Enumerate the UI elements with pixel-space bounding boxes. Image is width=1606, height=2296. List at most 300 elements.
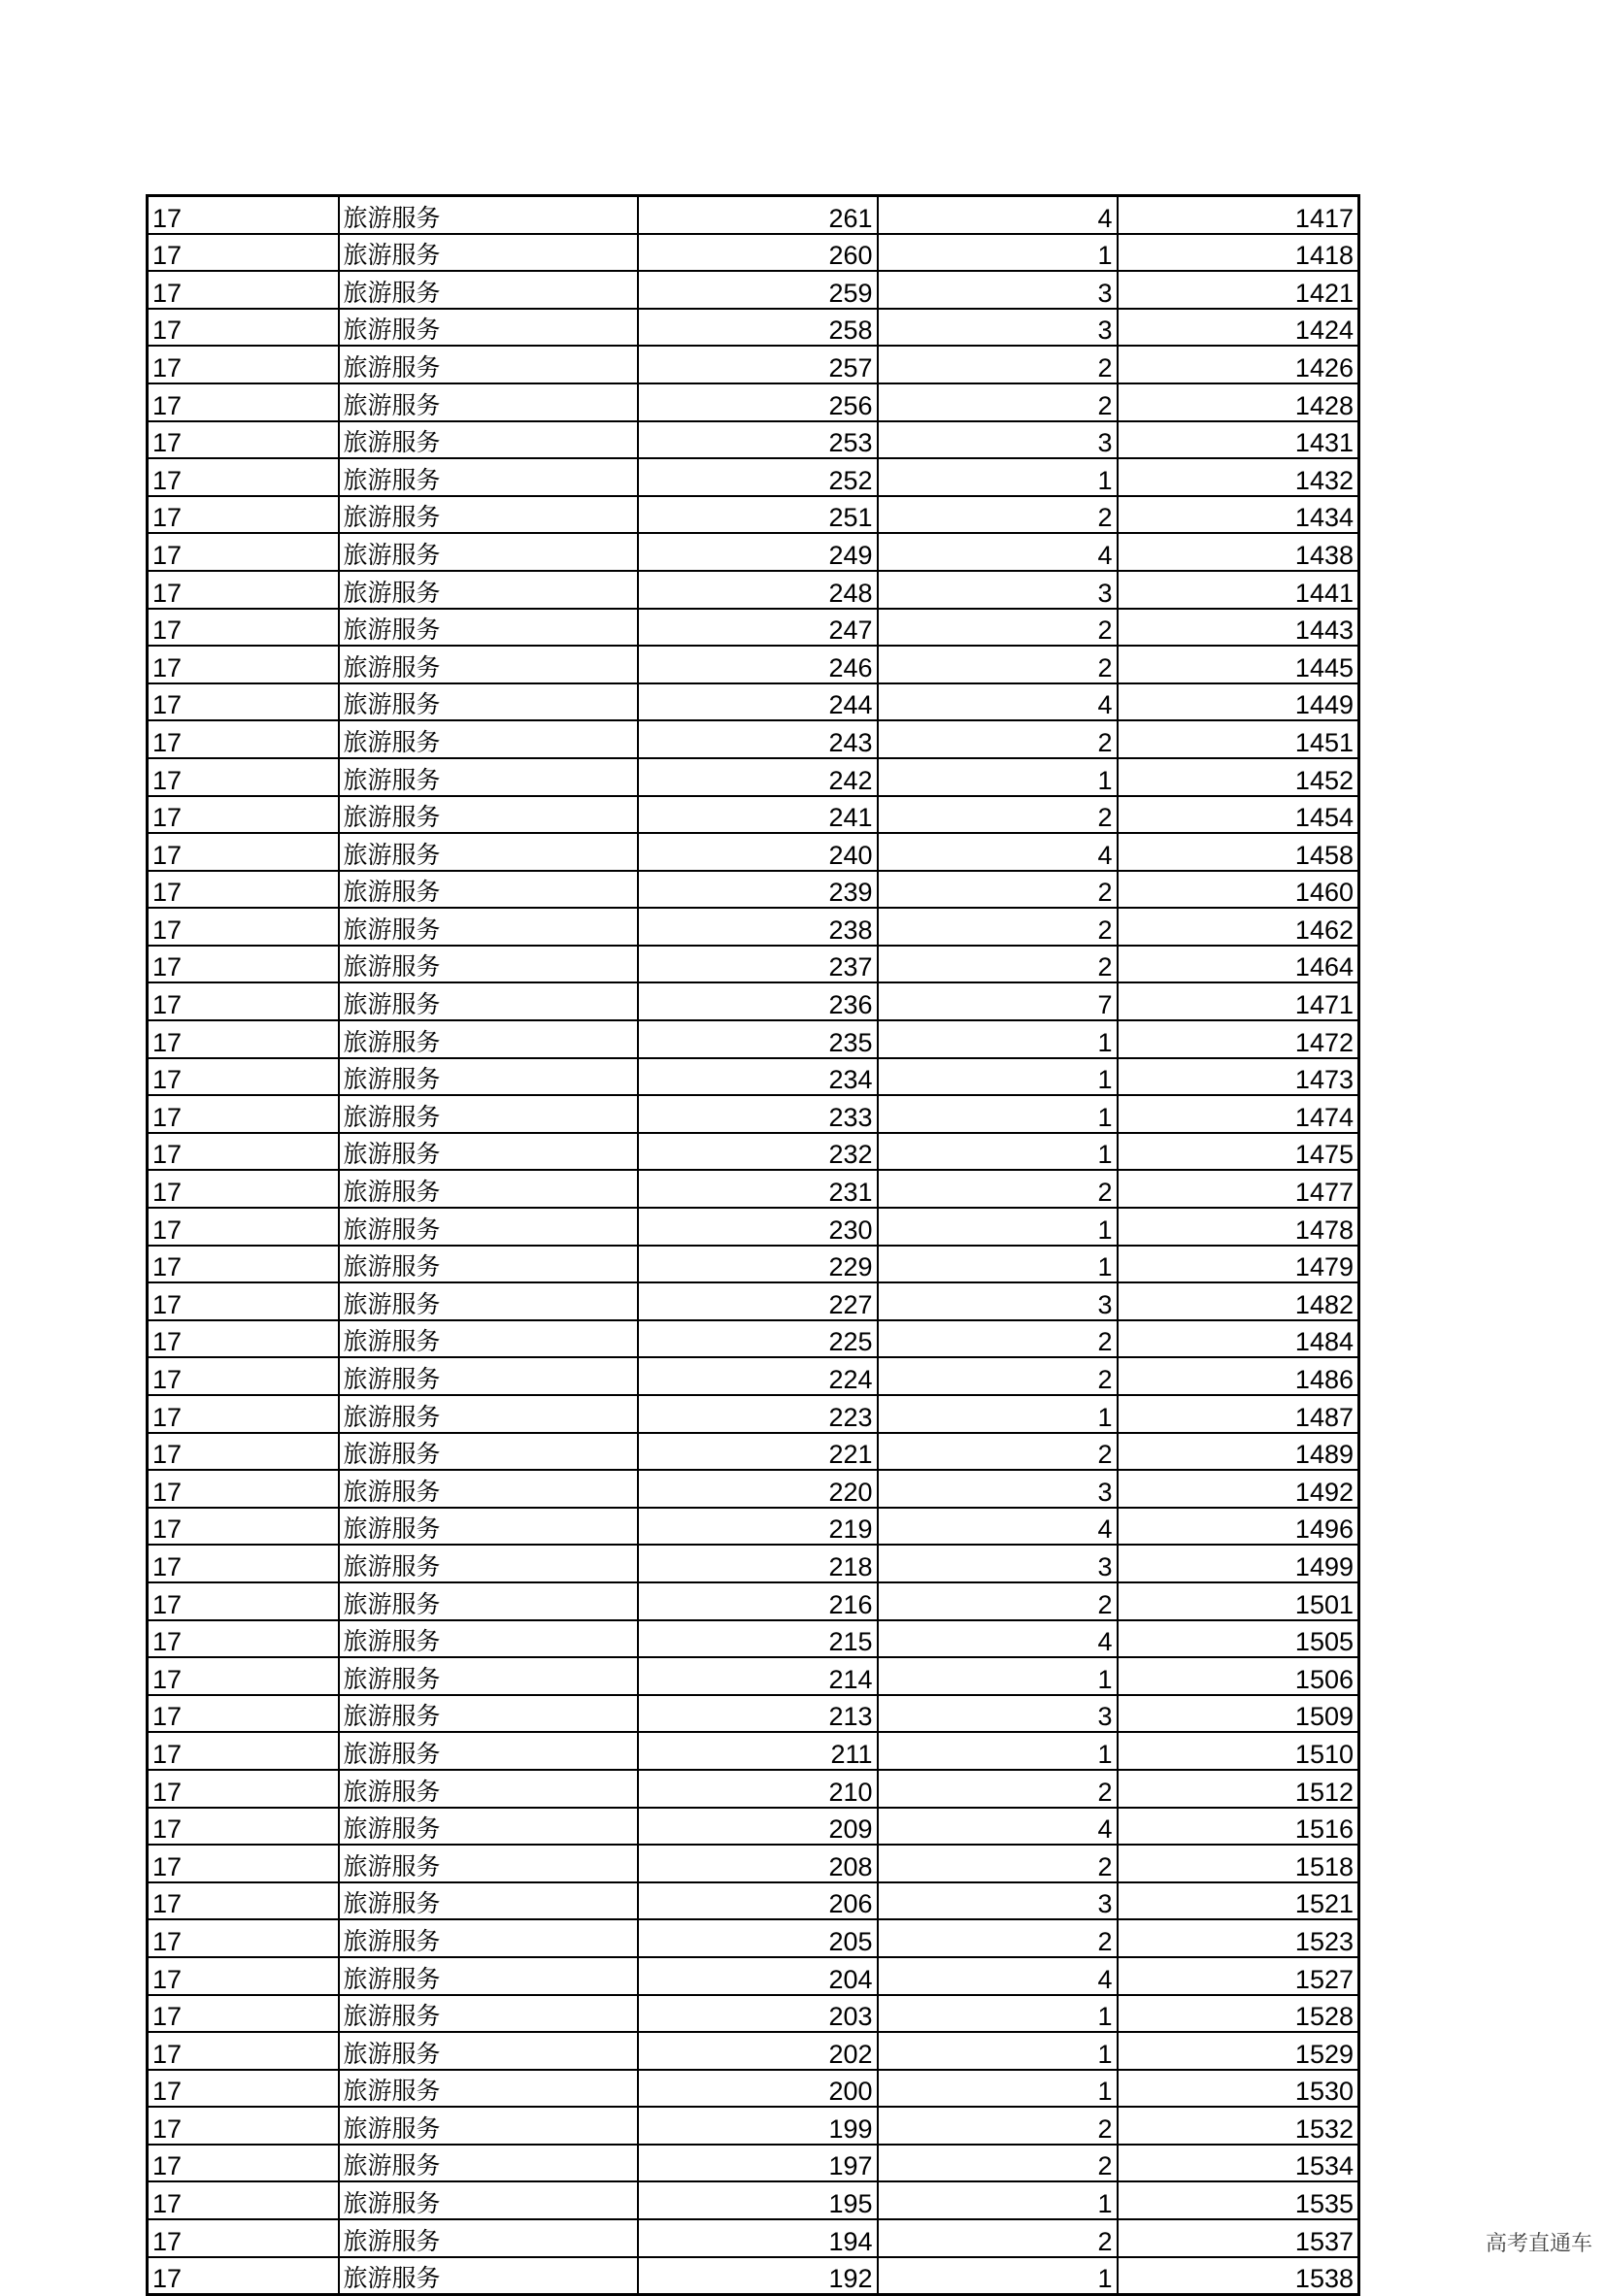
score-cell: 204 xyxy=(638,1957,878,1995)
score-cell: 241 xyxy=(638,796,878,834)
major-name-cell: 旅游服务 xyxy=(339,1620,638,1658)
count-cell: 1 xyxy=(878,1995,1118,2033)
cumulative-cell: 1489 xyxy=(1118,1433,1359,1471)
score-cell: 218 xyxy=(638,1545,878,1582)
major-name-cell: 旅游服务 xyxy=(339,720,638,758)
count-cell: 4 xyxy=(878,196,1118,234)
score-cell: 243 xyxy=(638,720,878,758)
cumulative-cell: 1487 xyxy=(1118,1395,1359,1433)
count-cell: 2 xyxy=(878,496,1118,534)
cumulative-cell: 1431 xyxy=(1118,421,1359,459)
table-row xyxy=(148,496,1359,534)
watermark-text: 高考直通车 xyxy=(1485,2232,1592,2256)
category-code-cell: 17 xyxy=(148,1508,339,1546)
cumulative-cell: 1534 xyxy=(1118,2145,1359,2182)
cumulative-cell: 1486 xyxy=(1118,1357,1359,1395)
table-row xyxy=(148,1919,1359,1957)
major-name-cell: 旅游服务 xyxy=(339,1582,638,1620)
category-code-cell: 17 xyxy=(148,1320,339,1358)
count-cell: 2 xyxy=(878,946,1118,983)
category-code-cell: 17 xyxy=(148,2032,339,2070)
table-row xyxy=(148,1208,1359,1246)
category-code-cell: 17 xyxy=(148,2219,339,2257)
cumulative-cell: 1529 xyxy=(1118,2032,1359,2070)
count-cell: 2 xyxy=(878,2219,1118,2257)
cumulative-cell: 1452 xyxy=(1118,758,1359,796)
score-cell: 233 xyxy=(638,1095,878,1133)
count-cell: 2 xyxy=(878,1770,1118,1808)
score-cell: 211 xyxy=(638,1732,878,1770)
category-code-cell: 17 xyxy=(148,1545,339,1582)
category-code-cell: 17 xyxy=(148,271,339,309)
score-cell: 209 xyxy=(638,1808,878,1846)
category-code-cell: 17 xyxy=(148,496,339,534)
major-name-cell: 旅游服务 xyxy=(339,458,638,496)
major-name-cell: 旅游服务 xyxy=(339,496,638,534)
count-cell: 2 xyxy=(878,1357,1118,1395)
table-row xyxy=(148,1620,1359,1658)
table-row xyxy=(148,1470,1359,1508)
count-cell: 2 xyxy=(878,1320,1118,1358)
cumulative-cell: 1499 xyxy=(1118,1545,1359,1582)
table-row xyxy=(148,571,1359,609)
category-code-cell: 17 xyxy=(148,309,339,347)
cumulative-cell: 1535 xyxy=(1118,2181,1359,2219)
table-row xyxy=(148,1582,1359,1620)
category-code-cell: 17 xyxy=(148,646,339,683)
table-row xyxy=(148,1058,1359,1096)
score-cell: 220 xyxy=(638,1470,878,1508)
score-cell: 202 xyxy=(638,2032,878,2070)
count-cell: 2 xyxy=(878,1170,1118,1208)
table-row xyxy=(148,1246,1359,1283)
table-row xyxy=(148,1845,1359,1882)
score-cell: 230 xyxy=(638,1208,878,1246)
count-cell: 3 xyxy=(878,1882,1118,1920)
major-name-cell: 旅游服务 xyxy=(339,1957,638,1995)
category-code-cell: 17 xyxy=(148,2107,339,2145)
cumulative-cell: 1460 xyxy=(1118,871,1359,909)
major-name-cell: 旅游服务 xyxy=(339,908,638,946)
table-row xyxy=(148,982,1359,1020)
score-cell: 237 xyxy=(638,946,878,983)
count-cell: 2 xyxy=(878,796,1118,834)
category-code-cell: 17 xyxy=(148,1470,339,1508)
count-cell: 2 xyxy=(878,720,1118,758)
score-cell: 216 xyxy=(638,1582,878,1620)
major-name-cell: 旅游服务 xyxy=(339,946,638,983)
major-name-cell: 旅游服务 xyxy=(339,571,638,609)
major-name-cell: 旅游服务 xyxy=(339,1732,638,1770)
major-name-cell: 旅游服务 xyxy=(339,1808,638,1846)
score-cell: 192 xyxy=(638,2257,878,2295)
score-cell: 248 xyxy=(638,571,878,609)
table-row xyxy=(148,234,1359,272)
score-cell: 242 xyxy=(638,758,878,796)
score-cell: 203 xyxy=(638,1995,878,2033)
score-cell: 257 xyxy=(638,346,878,383)
major-name-cell: 旅游服务 xyxy=(339,1657,638,1695)
category-code-cell: 17 xyxy=(148,1732,339,1770)
table-row xyxy=(148,1957,1359,1995)
table-row xyxy=(148,2032,1359,2070)
table-row xyxy=(148,1508,1359,1546)
table-row xyxy=(148,1282,1359,1320)
category-code-cell: 17 xyxy=(148,833,339,871)
count-cell: 3 xyxy=(878,1545,1118,1582)
major-name-cell: 旅游服务 xyxy=(339,346,638,383)
table-row xyxy=(148,1433,1359,1471)
count-cell: 1 xyxy=(878,1732,1118,1770)
category-code-cell: 17 xyxy=(148,1433,339,1471)
major-name-cell: 旅游服务 xyxy=(339,1133,638,1171)
major-name-cell: 旅游服务 xyxy=(339,1470,638,1508)
category-code-cell: 17 xyxy=(148,1919,339,1957)
table-row xyxy=(148,1020,1359,1058)
cumulative-cell: 1510 xyxy=(1118,1732,1359,1770)
category-code-cell: 17 xyxy=(148,1620,339,1658)
count-cell: 1 xyxy=(878,1208,1118,1246)
table-row xyxy=(148,458,1359,496)
score-table xyxy=(146,194,1360,2296)
score-cell: 260 xyxy=(638,234,878,272)
table-row xyxy=(148,2219,1359,2257)
score-cell: 249 xyxy=(638,533,878,571)
table-row xyxy=(148,908,1359,946)
major-name-cell: 旅游服务 xyxy=(339,2257,638,2295)
major-name-cell: 旅游服务 xyxy=(339,2107,638,2145)
major-name-cell: 旅游服务 xyxy=(339,271,638,309)
score-cell: 195 xyxy=(638,2181,878,2219)
cumulative-cell: 1527 xyxy=(1118,1957,1359,1995)
major-name-cell: 旅游服务 xyxy=(339,1919,638,1957)
count-cell: 4 xyxy=(878,1957,1118,1995)
major-name-cell: 旅游服务 xyxy=(339,533,638,571)
major-name-cell: 旅游服务 xyxy=(339,1845,638,1882)
score-cell: 232 xyxy=(638,1133,878,1171)
table-row xyxy=(148,2070,1359,2108)
score-cell: 213 xyxy=(638,1695,878,1733)
score-cell: 215 xyxy=(638,1620,878,1658)
score-cell: 261 xyxy=(638,196,878,234)
score-cell: 236 xyxy=(638,982,878,1020)
cumulative-cell: 1458 xyxy=(1118,833,1359,871)
table-row xyxy=(148,2257,1359,2295)
score-cell: 205 xyxy=(638,1919,878,1957)
score-cell: 200 xyxy=(638,2070,878,2108)
score-cell: 252 xyxy=(638,458,878,496)
table-row xyxy=(148,1320,1359,1358)
major-name-cell: 旅游服务 xyxy=(339,1170,638,1208)
major-name-cell: 旅游服务 xyxy=(339,2145,638,2182)
score-cell: 208 xyxy=(638,1845,878,1882)
category-code-cell: 17 xyxy=(148,1095,339,1133)
category-code-cell: 17 xyxy=(148,458,339,496)
major-name-cell: 旅游服务 xyxy=(339,683,638,721)
table-row xyxy=(148,383,1359,421)
count-cell: 2 xyxy=(878,1433,1118,1471)
count-cell: 3 xyxy=(878,1470,1118,1508)
cumulative-cell: 1518 xyxy=(1118,1845,1359,1882)
cumulative-cell: 1449 xyxy=(1118,683,1359,721)
major-name-cell: 旅游服务 xyxy=(339,2070,638,2108)
count-cell: 1 xyxy=(878,2070,1118,2108)
count-cell: 1 xyxy=(878,1395,1118,1433)
count-cell: 1 xyxy=(878,1657,1118,1695)
count-cell: 3 xyxy=(878,571,1118,609)
table-row xyxy=(148,2107,1359,2145)
major-name-cell: 旅游服务 xyxy=(339,421,638,459)
count-cell: 1 xyxy=(878,1095,1118,1133)
major-name-cell: 旅游服务 xyxy=(339,1246,638,1283)
category-code-cell: 17 xyxy=(148,2257,339,2295)
table-row xyxy=(148,1995,1359,2033)
table-row xyxy=(148,609,1359,647)
major-name-cell: 旅游服务 xyxy=(339,1357,638,1395)
category-code-cell: 17 xyxy=(148,234,339,272)
score-cell: 235 xyxy=(638,1020,878,1058)
category-code-cell: 17 xyxy=(148,1770,339,1808)
table-row xyxy=(148,2145,1359,2182)
table-row xyxy=(148,1170,1359,1208)
cumulative-cell: 1451 xyxy=(1118,720,1359,758)
cumulative-cell: 1438 xyxy=(1118,533,1359,571)
category-code-cell: 17 xyxy=(148,533,339,571)
cumulative-cell: 1509 xyxy=(1118,1695,1359,1733)
category-code-cell: 17 xyxy=(148,421,339,459)
category-code-cell: 17 xyxy=(148,2070,339,2108)
cumulative-cell: 1530 xyxy=(1118,2070,1359,2108)
count-cell: 2 xyxy=(878,609,1118,647)
count-cell: 1 xyxy=(878,234,1118,272)
major-name-cell: 旅游服务 xyxy=(339,1320,638,1358)
major-name-cell: 旅游服务 xyxy=(339,383,638,421)
score-cell: 227 xyxy=(638,1282,878,1320)
cumulative-cell: 1532 xyxy=(1118,2107,1359,2145)
cumulative-cell: 1482 xyxy=(1118,1282,1359,1320)
table-row xyxy=(148,1545,1359,1582)
cumulative-cell: 1432 xyxy=(1118,458,1359,496)
major-name-cell: 旅游服务 xyxy=(339,1020,638,1058)
count-cell: 3 xyxy=(878,421,1118,459)
category-code-cell: 17 xyxy=(148,1208,339,1246)
major-name-cell: 旅游服务 xyxy=(339,1508,638,1546)
score-cell: 253 xyxy=(638,421,878,459)
cumulative-cell: 1426 xyxy=(1118,346,1359,383)
table-row xyxy=(148,1095,1359,1133)
category-code-cell: 17 xyxy=(148,908,339,946)
table-row xyxy=(148,833,1359,871)
major-name-cell: 旅游服务 xyxy=(339,1095,638,1133)
cumulative-cell: 1418 xyxy=(1118,234,1359,272)
category-code-cell: 17 xyxy=(148,1808,339,1846)
cumulative-cell: 1521 xyxy=(1118,1882,1359,1920)
score-cell: 234 xyxy=(638,1058,878,1096)
score-cell: 258 xyxy=(638,309,878,347)
table-row xyxy=(148,1770,1359,1808)
count-cell: 4 xyxy=(878,1508,1118,1546)
cumulative-cell: 1464 xyxy=(1118,946,1359,983)
major-name-cell: 旅游服务 xyxy=(339,1770,638,1808)
count-cell: 1 xyxy=(878,1058,1118,1096)
category-code-cell: 17 xyxy=(148,1058,339,1096)
category-code-cell: 17 xyxy=(148,683,339,721)
cumulative-cell: 1424 xyxy=(1118,309,1359,347)
cumulative-cell: 1434 xyxy=(1118,496,1359,534)
score-cell: 223 xyxy=(638,1395,878,1433)
category-code-cell: 17 xyxy=(148,346,339,383)
cumulative-cell: 1475 xyxy=(1118,1133,1359,1171)
major-name-cell: 旅游服务 xyxy=(339,758,638,796)
count-cell: 2 xyxy=(878,2145,1118,2182)
category-code-cell: 17 xyxy=(148,1582,339,1620)
table-row xyxy=(148,196,1359,234)
category-code-cell: 17 xyxy=(148,1246,339,1283)
category-code-cell: 17 xyxy=(148,946,339,983)
category-code-cell: 17 xyxy=(148,1282,339,1320)
table-row xyxy=(148,533,1359,571)
major-name-cell: 旅游服务 xyxy=(339,1695,638,1733)
table-row xyxy=(148,646,1359,683)
count-cell: 3 xyxy=(878,271,1118,309)
count-cell: 1 xyxy=(878,1246,1118,1283)
category-code-cell: 17 xyxy=(148,1695,339,1733)
category-code-cell: 17 xyxy=(148,2145,339,2182)
category-code-cell: 17 xyxy=(148,1020,339,1058)
count-cell: 1 xyxy=(878,1020,1118,1058)
cumulative-cell: 1538 xyxy=(1118,2257,1359,2295)
category-code-cell: 17 xyxy=(148,871,339,909)
category-code-cell: 17 xyxy=(148,2181,339,2219)
cumulative-cell: 1505 xyxy=(1118,1620,1359,1658)
major-name-cell: 旅游服务 xyxy=(339,1545,638,1582)
count-cell: 1 xyxy=(878,2257,1118,2295)
category-code-cell: 17 xyxy=(148,609,339,647)
score-cell: 259 xyxy=(638,271,878,309)
cumulative-cell: 1477 xyxy=(1118,1170,1359,1208)
major-name-cell: 旅游服务 xyxy=(339,196,638,234)
score-cell: 197 xyxy=(638,2145,878,2182)
count-cell: 2 xyxy=(878,646,1118,683)
category-code-cell: 17 xyxy=(148,571,339,609)
table-row xyxy=(148,871,1359,909)
major-name-cell: 旅游服务 xyxy=(339,796,638,834)
score-cell: 219 xyxy=(638,1508,878,1546)
major-name-cell: 旅游服务 xyxy=(339,2032,638,2070)
category-code-cell: 17 xyxy=(148,196,339,234)
cumulative-cell: 1473 xyxy=(1118,1058,1359,1096)
cumulative-cell: 1441 xyxy=(1118,571,1359,609)
cumulative-cell: 1506 xyxy=(1118,1657,1359,1695)
category-code-cell: 17 xyxy=(148,1845,339,1882)
count-cell: 3 xyxy=(878,1282,1118,1320)
table-row xyxy=(148,758,1359,796)
category-code-cell: 17 xyxy=(148,1170,339,1208)
count-cell: 2 xyxy=(878,1919,1118,1957)
cumulative-cell: 1417 xyxy=(1118,196,1359,234)
count-cell: 4 xyxy=(878,1620,1118,1658)
count-cell: 2 xyxy=(878,346,1118,383)
cumulative-cell: 1478 xyxy=(1118,1208,1359,1246)
score-cell: 251 xyxy=(638,496,878,534)
cumulative-cell: 1443 xyxy=(1118,609,1359,647)
score-cell: 214 xyxy=(638,1657,878,1695)
table-row xyxy=(148,1357,1359,1395)
score-cell: 199 xyxy=(638,2107,878,2145)
count-cell: 4 xyxy=(878,533,1118,571)
major-name-cell: 旅游服务 xyxy=(339,1882,638,1920)
score-cell: 206 xyxy=(638,1882,878,1920)
cumulative-cell: 1492 xyxy=(1118,1470,1359,1508)
category-code-cell: 17 xyxy=(148,1995,339,2033)
score-cell: 231 xyxy=(638,1170,878,1208)
count-cell: 2 xyxy=(878,1582,1118,1620)
count-cell: 2 xyxy=(878,1845,1118,1882)
score-cell: 239 xyxy=(638,871,878,909)
category-code-cell: 17 xyxy=(148,1395,339,1433)
cumulative-cell: 1512 xyxy=(1118,1770,1359,1808)
table-row xyxy=(148,683,1359,721)
cumulative-cell: 1421 xyxy=(1118,271,1359,309)
table-row xyxy=(148,421,1359,459)
table-row xyxy=(148,720,1359,758)
major-name-cell: 旅游服务 xyxy=(339,982,638,1020)
table-row xyxy=(148,1695,1359,1733)
category-code-cell: 17 xyxy=(148,1957,339,1995)
cumulative-cell: 1479 xyxy=(1118,1246,1359,1283)
cumulative-cell: 1445 xyxy=(1118,646,1359,683)
count-cell: 2 xyxy=(878,871,1118,909)
score-cell: 224 xyxy=(638,1357,878,1395)
major-name-cell: 旅游服务 xyxy=(339,833,638,871)
score-cell: 229 xyxy=(638,1246,878,1283)
category-code-cell: 17 xyxy=(148,1357,339,1395)
table-row xyxy=(148,271,1359,309)
table-row xyxy=(148,1732,1359,1770)
category-code-cell: 17 xyxy=(148,758,339,796)
cumulative-cell: 1454 xyxy=(1118,796,1359,834)
major-name-cell: 旅游服务 xyxy=(339,2181,638,2219)
major-name-cell: 旅游服务 xyxy=(339,609,638,647)
table-row xyxy=(148,1395,1359,1433)
category-code-cell: 17 xyxy=(148,982,339,1020)
major-name-cell: 旅游服务 xyxy=(339,234,638,272)
category-code-cell: 17 xyxy=(148,720,339,758)
score-cell: 238 xyxy=(638,908,878,946)
count-cell: 1 xyxy=(878,1133,1118,1171)
cumulative-cell: 1537 xyxy=(1118,2219,1359,2257)
major-name-cell: 旅游服务 xyxy=(339,1995,638,2033)
count-cell: 1 xyxy=(878,758,1118,796)
cumulative-cell: 1523 xyxy=(1118,1919,1359,1957)
cumulative-cell: 1501 xyxy=(1118,1582,1359,1620)
table-row xyxy=(148,309,1359,347)
major-name-cell: 旅游服务 xyxy=(339,1433,638,1471)
table-row xyxy=(148,946,1359,983)
score-cell: 256 xyxy=(638,383,878,421)
major-name-cell: 旅游服务 xyxy=(339,646,638,683)
count-cell: 4 xyxy=(878,1808,1118,1846)
table-row xyxy=(148,796,1359,834)
cumulative-cell: 1528 xyxy=(1118,1995,1359,2033)
cumulative-cell: 1484 xyxy=(1118,1320,1359,1358)
cumulative-cell: 1474 xyxy=(1118,1095,1359,1133)
count-cell: 1 xyxy=(878,2181,1118,2219)
cumulative-cell: 1428 xyxy=(1118,383,1359,421)
category-code-cell: 17 xyxy=(148,383,339,421)
score-cell: 225 xyxy=(638,1320,878,1358)
major-name-cell: 旅游服务 xyxy=(339,1282,638,1320)
